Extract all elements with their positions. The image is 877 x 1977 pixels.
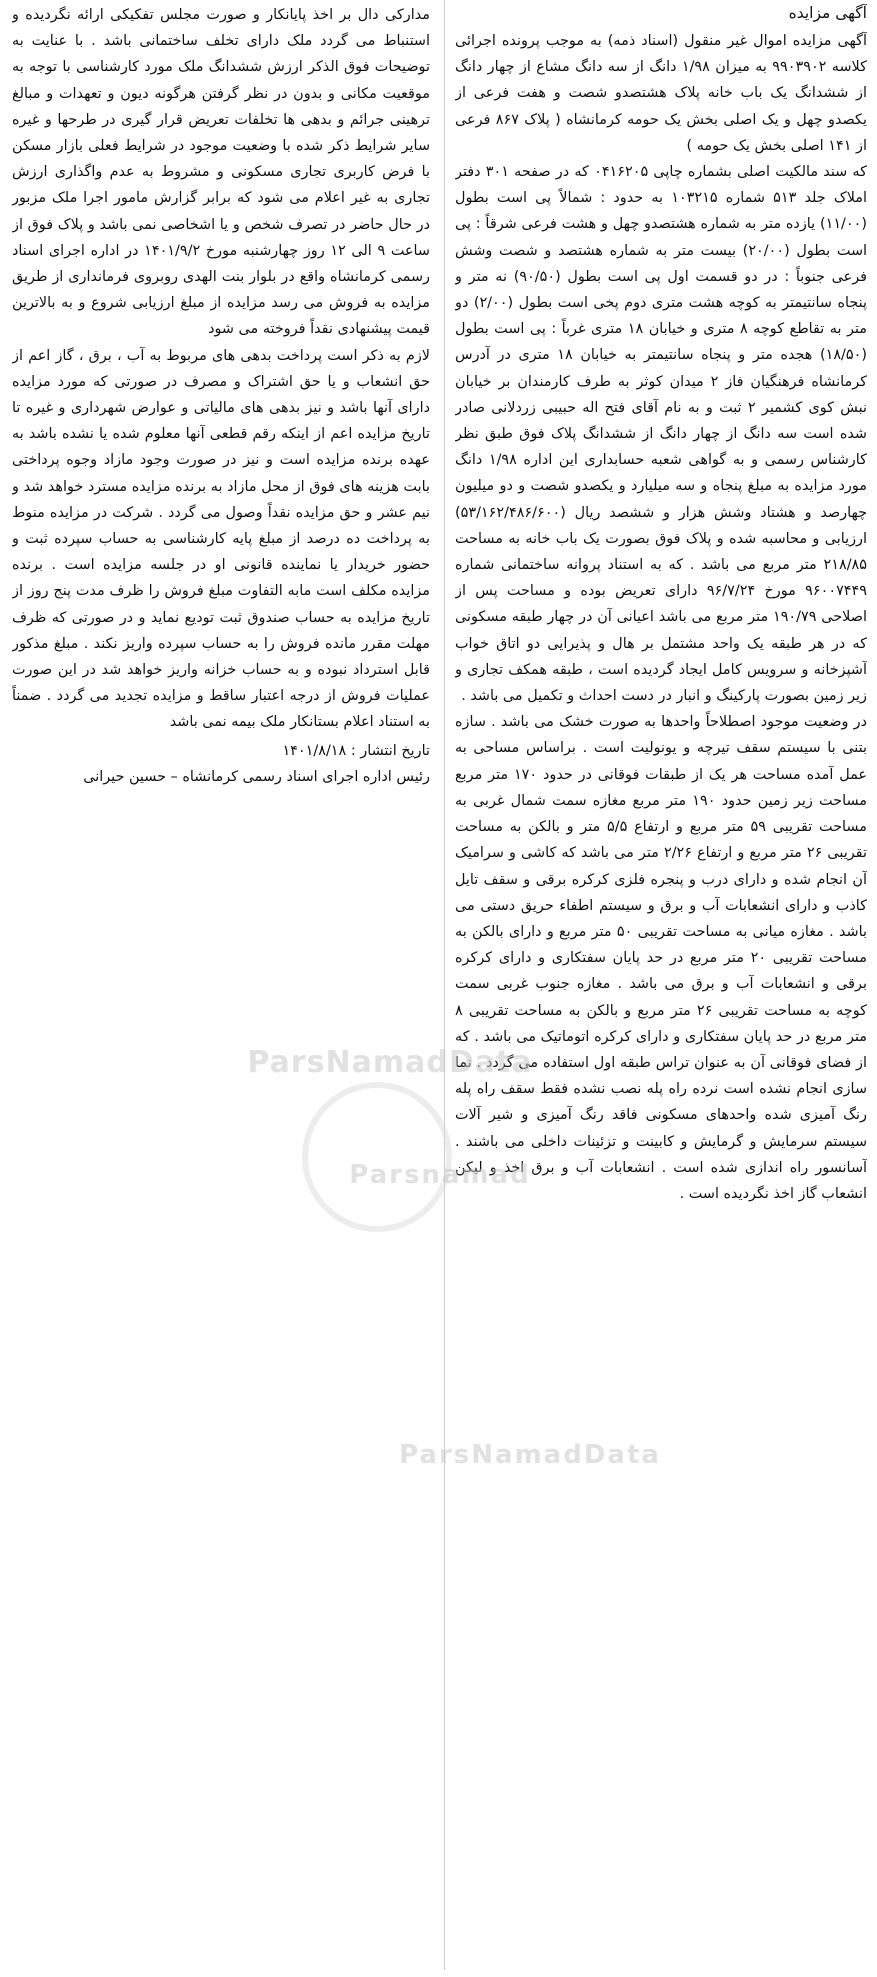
- watermark-logo: [302, 1082, 452, 1232]
- notice-paragraph: در وضعیت موجود اصطلاحاً واحدها به صورت خشک می باشد . سازه بتنی با سیستم سقف تیرچه و یونولیت است . براساس مساحی به عمل آمده مساحت هر یک از طبقات فوقانی در حدود ۱۷۰ متر مربع مساحت زیر زمین حدود ۱۹۰ متر مربع مغازه سمت شمال غربی به مساحت تقریبی ۵۹ متر مربع و ارتفاع ۵/۵ متر و بالکن به مساحت تقریبی ۲۶ متر مربع و ارتفاع ۲/۲۶ متر می باشد که کاشی و سرامیک آن انجام شده و دارای درب و پنجره فلزی کرکره برقی و سقف تایل کاذب و دارای انشعابات آب و برق و سیستم اطفاء حریق دستی می باشد . مغازه میانی به مساحت تقریبی ۵۰ متر مربع و دارای بالکن به مساحت تقریبی ۲۰ متر مربع در حد پایان سفتکاری و دارای کرکره برقی و انشعابات آب و برق می باشد . مغازه جنوب غربی سمت کوچه به مساحت تقریبی ۲۶ متر مربع و بالکن به مساحت تقریبی ۸ متر مربع در حد پایان سفتکاری و دارای کرکره اتوماتیک می باشد . که از فضای فوقانی آن به عنوان تراس طبقه اول استفاده می گردد . نما سازی انجام نشده است نرده راه پله نصب نشده فقط سقف راه پله رنگ آمیزی شده واحدهای مسکونی فاقد رنگ آمیزی و شیر آلات سیستم سرمایش و گرمایش و کابینت و تزئینات داخلی می باشند . آسانسور راه اندازی شده است . انشعابات آب و برق اخذ و لیکن انشعاب گاز اخذ نگردیده است .: [455, 714, 867, 1202]
- signature-line: رئیس اداره اجرای اسناد رسمی کرمانشاه – حسین حیرانی: [83, 768, 430, 785]
- notice-title: آگهی مزایده: [788, 4, 867, 22]
- watermark-text: ParsNamadData: [399, 1440, 661, 1470]
- column-divider: [444, 0, 445, 1970]
- notice-paragraph: آگهی مزایده اموال غیر منقول (اسناد ذمه) به موجب پرونده اجرائی کلاسه ۹۹۰۳۹۰۲ به میزان ۱/۹۸ دانگ از سه دانگ مشاع از چهار دانگ از ششدانگ یک باب خانه پلاک هشتصدو شصت و هفت فرعی از یکصدو چهل و یک اصلی بخش یک حومه کرمانشاه ( پلاک ۸۶۷ فرعی از ۱۴۱ اصلی بخش یک حومه ): [455, 33, 867, 154]
- notice-left-column: [12, 0, 430, 1032]
- watermark-text: ParsNamadData: [247, 1045, 533, 1080]
- watermark-text: Parsnamad: [349, 1160, 531, 1190]
- notice-paragraph: که سند مالکیت اصلی بشماره چاپی ۰۴۱۶۲۰۵ که در صفحه ۳۰۱ دفتر املاک جلد ۵۱۳ شماره ۱۰۳۲۱۵ به حدود : شمالاً پی است بطول (۱۱/۰۰) یازده متر به شماره هشتصدو چهل و هشت فرعی شرقاً : پی است بطول (۲۰/۰۰) بیست متر به شماره هشتصد و شصت وشش فرعی جنوباً : در دو قسمت اول پی است بطول (۹۰/۵۰) نه متر و پنجاه سانتیمتر به کوچه هشت متری دوم پخی است بطول (۲/۰۰) دو متر به تقاطع کوچه ۸ متری و خیابان ۱۸ متری غرباً : پی است بطول (۱۸/۵۰) هجده متر و پنجاه سانتیمتر به خیابان ۱۸ متری در آدرس کرمانشاه فرهنگیان فاز ۲ میدان کوثر به طرف کارمندان بر خیابان نبش کوی کشمیر ۲ ثبت و به نام آقای فتح اله حبیبی زردلانی صادر شده است سه دانگ از چهار دانگ از ششدانگ پلاک فوق طبق نظر کارشناس رسمی و به گواهی شعبه حسابداری این اداره ۱/۹۸ دانگ مورد مزایده به مبلغ پنجاه و سه میلیارد و یکصدو شصت و دو میلیون چهارصد و هشتاد وشش هزار و ششصد ریال (۵۳/۱۶۲/۴۸۶/۶۰۰) ارزیابی و محاسبه شده و پلاک فوق بصورت یک باب خانه به مساحت ۲۱۸/۸۵ متر مربع می باشد . که به استناد پروانه ساختمانی شماره ۹۶۰۰۷۴۴۹ مورخ ۹۶/۷/۲۴ دارای تعریض بوده و مساحت پس از اصلاحی ۱۹۰/۷۹ متر مربع می باشد اعیانی آن در چهار طبقه مسکونی که در هر طبقه یک واحد مشتمل بر هال و پذیرایی دو اتاق خواب آشپزخانه و سرویس کامل ایجاد گردیده است ، طبقه همکف تجاری و زیر زمین بصورت پارکینگ و انبار در دست احداث و تکمیل می باشد .: [455, 164, 867, 705]
- publish-date: تاریخ انتشار : ۱۴۰۱/۸/۱۸: [282, 742, 430, 759]
- notice-right-column: [455, 0, 867, 1970]
- notice-paragraph: لازم به ذکر است پرداخت بدهی های مربوط به آب ، برق ، گاز اعم از حق انشعاب و یا حق اشتراک و مصرف در صورتی که مورد مزایده دارای آنها باشد و نیز بدهی های مالیاتی و عوارض شهرداری و غیره تا تاریخ مزایده اعم از اینکه رقم قطعی آنها معلوم شده یا نشده باشد به عهده برنده مزایده است و نیز در صورت وجود مازاد وجوه پرداختی بابت هزینه های فوق از محل مازاد به برنده مزایده مسترد خواهد شد و نیم عشر و حق مزایده نقداً وصول می گردد . شرکت در مزایده منوط به پرداخت ده درصد از مبلغ پایه کارشناسی به حساب سپرده ثبت و حضور خریدار یا نماینده قانونی او در جلسه مزایده است . برنده مزایده مکلف است مابه التفاوت مبلغ فروش را ظرف مدت پنج روز از تاریخ مزایده به حساب صندوق ثبت توديع نماید و در صورتی که ظرف مهلت مقرر مانده فروش را به حساب سپرده واریز نکند . مبلغ مذکور قابل استرداد نبوده و به حساب خزانه واریز خواهد شد در این صورت عملیات فروش از درجه اعتبار ساقط و مزایده تجدید می گردد . ضمناً به استناد اعلام بستانکار ملک بیمه نمی باشد: [12, 347, 430, 731]
- notice-paragraph: مدارکی دال بر اخذ پایانکار و صورت مجلس تفکیکی ارائه نگردیده و استنباط می گردد ملک دارای تخلف ساختمانی باشد . با عنایت به توضیحات فوق الذکر ارزش ششدانگ ملک مورد کارشناسی با توجه به موقعیت مکانی و بدون در نظر گرفتن هرگونه دیون و تعهدات و مبالغ ترهینی جرائم و بدهی ها تخلفات تعریض قرار گیری در طرحها و غیره سایر شرایط ذکر شده با وضعیت موجود در شرایط فعلی بازار مسکن با فرض کاربری تجاری مسکونی و مشروط به عدم واگذاری ارزش تجاری به غیر اعلام می شود که برابر گزارش مامور اجرا ملک مزبور در حال حاضر در تصرف شخص و یا اشخاصی نمی باشد و پلاک فوق از ساعت ۹ الی ۱۲ روز چهارشنبه مورخ ۱۴۰۱/۹/۲ در اداره اجرای اسناد رسمی کرمانشاه واقع در بلوار بنت الهدی روبروی فرمانداری از طریق مزایده به فروش می رسد مزایده از مبلغ ارزیابی شروع و به بالاترین قیمت پیشنهادی نقداً فروخته می شود: [12, 7, 430, 338]
